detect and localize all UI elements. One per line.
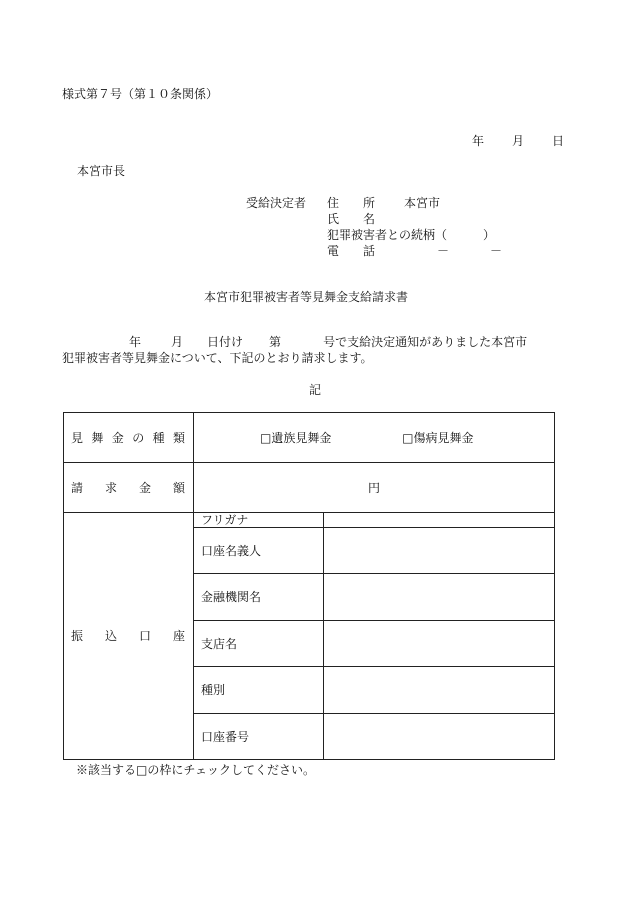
account-label: 振込口座 [64,513,194,760]
furigana-label: フリガナ [194,513,324,528]
address-label: 住 所 [327,196,376,210]
bank-name-field[interactable] [324,574,555,621]
body-line-1 [129,335,527,349]
name-label: 氏 名 [327,212,376,226]
account-type-field[interactable] [324,667,555,714]
furigana-field[interactable] [324,513,555,528]
date-month: 月 [512,134,525,148]
account-number-label: 口座番号 [194,714,324,760]
phone-label: 電 話 [327,244,376,258]
addressee: 本宮市長 [77,164,126,178]
form-number: 様式第７号（第１０条関係） [62,87,219,101]
amount-label: 請求金額 [64,463,194,513]
date-day: 日 [552,134,565,148]
bereaved-option[interactable]: □遺族見舞金 [260,430,332,445]
request-table [63,412,555,760]
branch-name-label: 支店名 [194,621,324,667]
ki-heading: 記 [309,383,322,397]
note: ※該当する□の枠にチェックしてください。 [76,763,315,777]
body-no-prefix: 第 [269,335,282,349]
injury-option[interactable]: □傷病見舞金 [402,430,474,445]
body-day: 日付け [207,335,244,349]
phone-dash-1: － [437,244,450,258]
branch-name-field[interactable] [324,621,555,667]
type-label: 見舞金の種類 [64,413,194,463]
document-title: 本宮市犯罪被害者等見舞金支給請求書 [204,290,409,304]
body-month: 月 [171,335,184,349]
account-holder-label: 口座名義人 [194,528,324,574]
body-line-2: 犯罪被害者等見舞金について、下記のとおり請求します。 [62,351,373,365]
account-type-label: 種別 [194,667,324,714]
phone-dash-2: － [490,244,503,258]
type-options-cell [194,413,555,463]
relation-label: 犯罪被害者との続柄（ ） [327,228,496,242]
bank-name-label: 金融機関名 [194,574,324,621]
body-rest: 号で支給決定通知がありました本宮市 [323,335,528,349]
amount-field[interactable] [194,463,555,513]
amount-unit: 円 [368,480,381,495]
account-holder-field[interactable] [324,528,555,574]
date-year: 年 [472,134,485,148]
date-line [472,134,564,148]
applicant-role-label: 受給決定者 [246,196,307,210]
address-value: 本宮市 [404,196,441,210]
body-year: 年 [129,335,142,349]
account-number-field[interactable] [324,714,555,760]
